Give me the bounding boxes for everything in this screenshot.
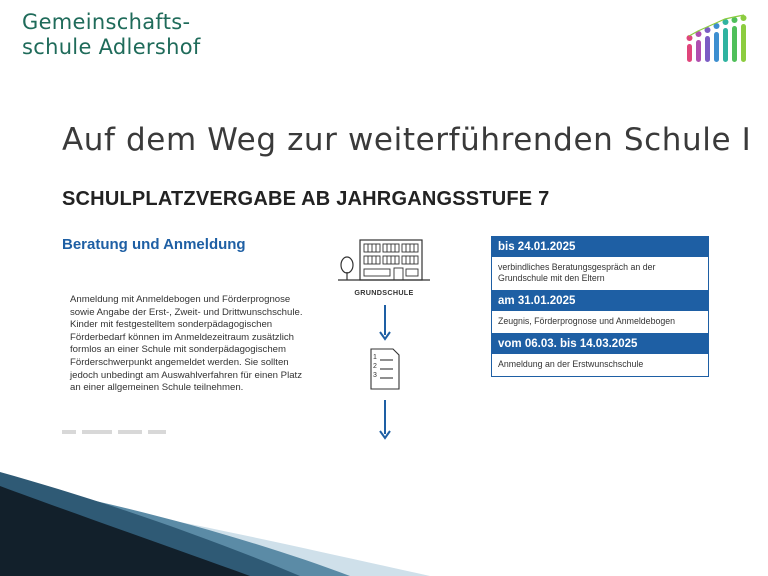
school-name bbox=[22, 10, 201, 60]
timeline-date: vom 06.03. bis 14.03.2025 bbox=[492, 334, 708, 354]
school-name-line2: schule Adlershof bbox=[22, 35, 201, 59]
school-building-icon bbox=[334, 236, 434, 286]
decorative-wave bbox=[0, 472, 768, 576]
building-label: GRUNDSCHULE bbox=[354, 288, 414, 297]
list-number-3: 3 bbox=[373, 372, 377, 379]
timeline-date: am 31.01.2025 bbox=[492, 291, 708, 311]
section-heading: Beratung und Anmeldung bbox=[62, 236, 246, 253]
registration-info-text: Anmeldung mit Anmeldebogen und Förderprognose sowie Angabe der Erst-, Zweit- und Drittwunschschule. Kinder mit festgestelltem sonderpädagogischen Förderbedarf können im Anmeldezeitraum zusätzlich formlos an einer Schule mit sonderpädagogischem Förderschwerpunkt angemeldet werden. Sie sollten jedoch unbedingt am Auswahlverfahren für einen Platz an einer allgemeinen Schule teilnehmen. bbox=[70, 294, 303, 394]
bar-chart-logo-icon bbox=[686, 14, 750, 64]
timeline-description: verbindliches Beratungsgespräch an der Grundschule mit den Eltern bbox=[492, 257, 708, 291]
timeline-description: Zeugnis, Förderprognose und Anmeldebogen bbox=[492, 311, 708, 334]
slide-subtitle: SCHULPLATZVERGABE AB JAHRGANGSSTUFE 7 bbox=[62, 188, 550, 210]
document-list-icon bbox=[369, 348, 401, 390]
timeline-description: Anmeldung an der Erstwunschschule bbox=[498, 359, 644, 369]
arrow-down-icon bbox=[379, 305, 391, 341]
slide-title: Auf dem Weg zur weiterführenden Schule I bbox=[62, 122, 752, 158]
list-number-1: 1 bbox=[373, 354, 377, 361]
list-number-2: 2 bbox=[373, 363, 377, 370]
timeline-box bbox=[491, 236, 709, 377]
school-name-line1: Gemeinschafts- bbox=[22, 10, 191, 34]
timeline-date: bis 24.01.2025 bbox=[492, 237, 708, 257]
arrow-down-icon bbox=[379, 400, 391, 440]
faded-text-fragment bbox=[62, 430, 182, 440]
